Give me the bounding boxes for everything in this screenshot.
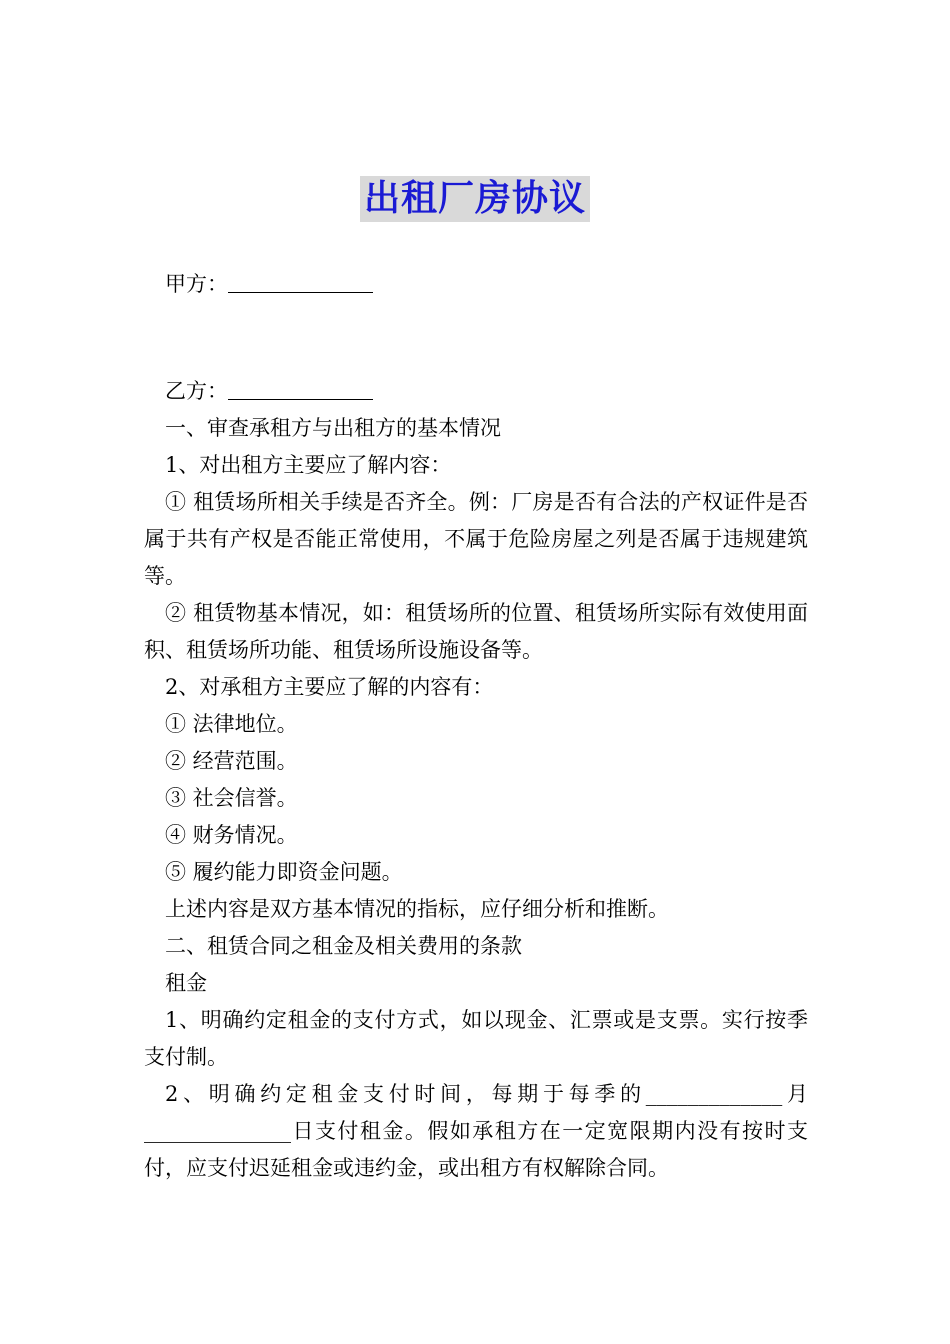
list-item-lessee-4: ④ 财务情况。: [165, 823, 298, 847]
document-title: 出租厂房协议: [360, 176, 590, 222]
party-a-label: 甲方：: [165, 272, 228, 296]
section-heading-1: 一、审查承租方与出租方的基本情况: [165, 416, 501, 440]
list-item-lessee-1: ① 法律地位。: [165, 712, 298, 736]
party-a-blank: [228, 272, 373, 293]
party-b-blank: [228, 379, 373, 400]
sub-heading-rent: 租金: [165, 971, 207, 995]
document-body: [144, 266, 808, 1187]
paragraph-lessor-item-1: ① 租赁场所相关手续是否齐全。例：厂房是否有合法的产权证件是否属于共有产权是否能正常使用，不属于危险房屋之列是否属于违规建筑等。: [144, 490, 808, 588]
paragraph-summary: 上述内容是双方基本情况的指标，应仔细分析和推断。: [165, 897, 669, 921]
list-item-lessee-2: ② 经营范围。: [165, 749, 298, 773]
paragraph-rent-1: 1、明确约定租金的支付方式，如以现金、汇票或是支票。实行按季支付制。: [144, 1008, 808, 1069]
section-heading-2: 二、租赁合同之租金及相关费用的条款: [165, 934, 522, 958]
paragraph-lessor-item-2: ② 租赁物基本情况，如：租赁场所的位置、租赁场所实际有效使用面积、租赁场所功能、租赁场所设施设备等。: [144, 601, 808, 662]
party-b-label: 乙方：: [165, 379, 228, 403]
list-item-lessee-3: ③ 社会信誉。: [165, 786, 298, 810]
sub-heading-lessee: 2、对承租方主要应了解的内容有：: [165, 675, 494, 699]
sub-heading-lessor: 1、对出租方主要应了解内容：: [165, 453, 452, 477]
paragraph-rent-2: 2、明确约定租金支付时间，每期于每季的_____________月______________日支付租金。假如承租方在一定宽限期内没有按时支付，应支付迟延租金或违约金，或出租方有权解除合同。: [144, 1082, 808, 1180]
party-b-line: [144, 373, 808, 410]
list-item-lessee-5: ⑤ 履约能力即资金问题。: [165, 860, 403, 884]
party-a-line: [144, 266, 808, 303]
